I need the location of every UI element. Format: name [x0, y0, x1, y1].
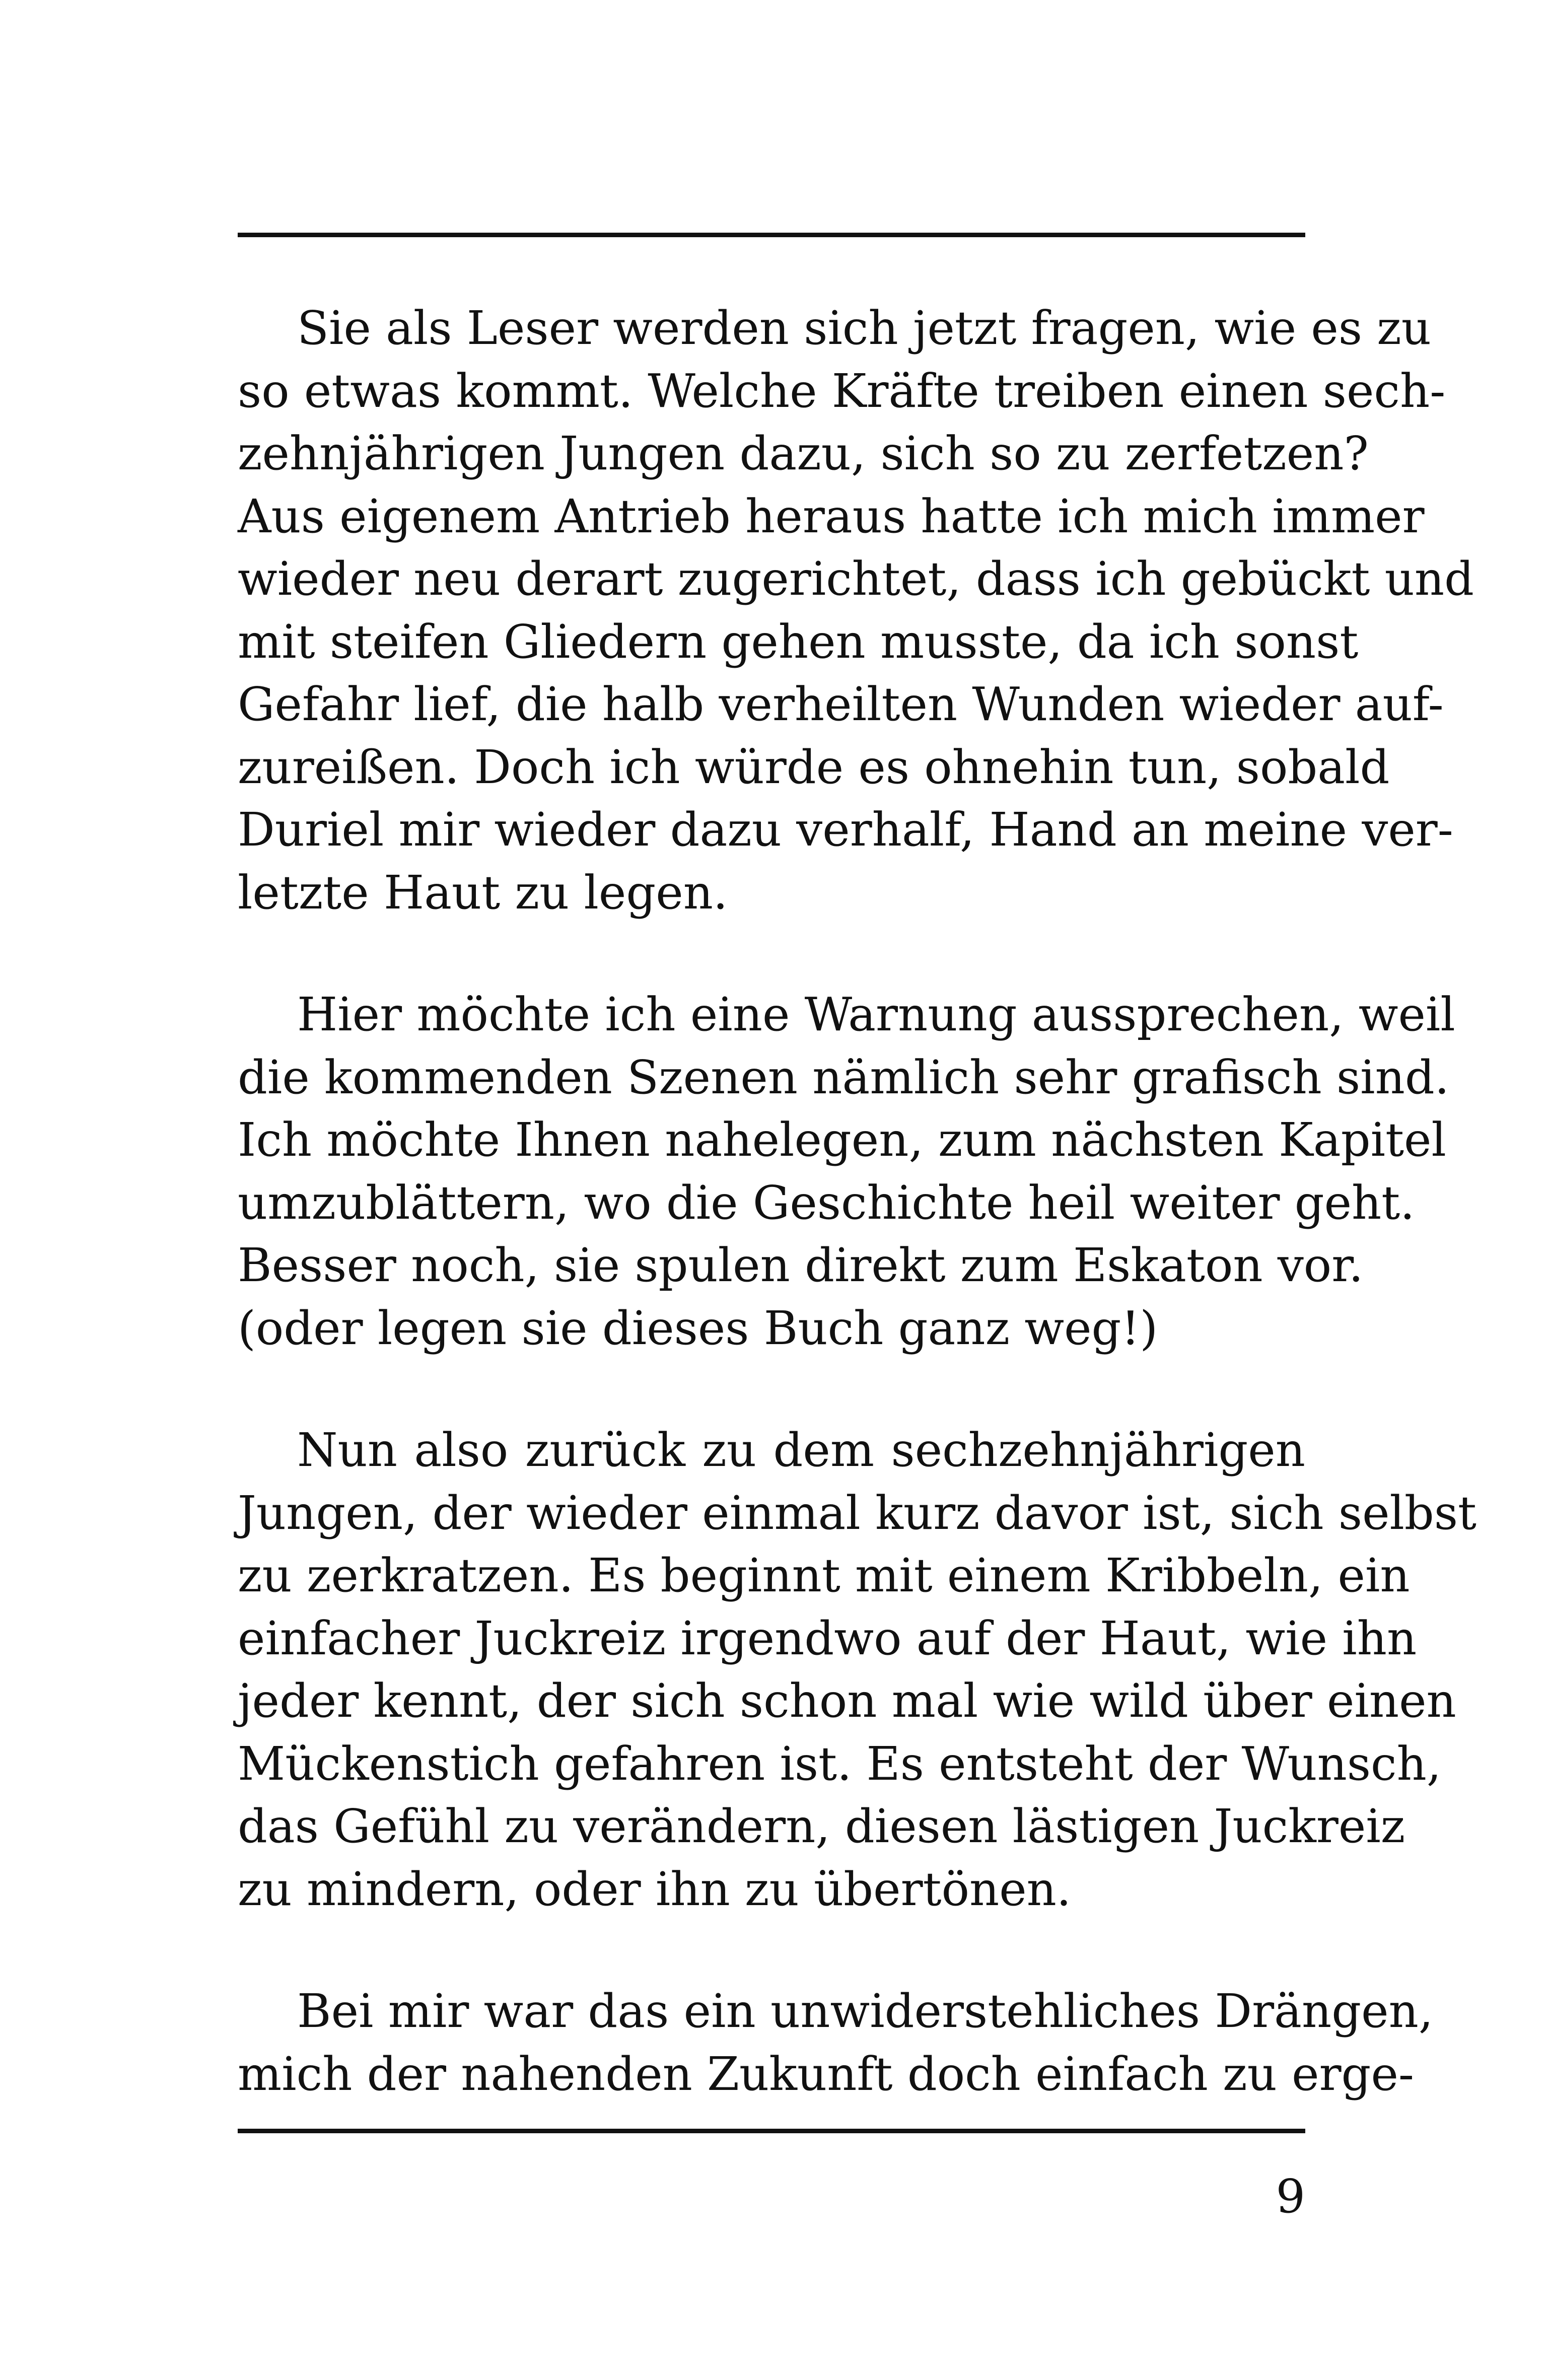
paragraph — [238, 1419, 1477, 1921]
text-line: so etwas kommt. Welche Kräfte treiben einen sech- — [238, 364, 1446, 418]
page-number: 9 — [1276, 2169, 1305, 2223]
text-line: mich der nahenden Zukunft doch einfach zu erge- — [238, 2047, 1414, 2101]
text-line: Jungen, der wieder einmal kurz davor ist, sich selbst — [238, 1486, 1477, 1540]
text-line: Duriel mir wieder dazu verhalf, Hand an meine ver- — [238, 803, 1453, 857]
text-line: zu mindern, oder ihn zu übertönen. — [238, 1862, 1072, 1916]
text-line: (oder legen sie dieses Buch ganz weg!) — [238, 1301, 1158, 1355]
paragraph — [238, 1980, 1434, 2106]
text-line: letzte Haut zu legen. — [238, 865, 728, 920]
text-line: jeder kennt, der sich schon mal wie wild über einen — [238, 1674, 1456, 1728]
text-line: das Gefühl zu verändern, diesen lästigen Juckreiz — [238, 1799, 1405, 1853]
header-rule — [238, 233, 1305, 237]
text-line: mit steifen Gliedern gehen musste, da ich sonst — [238, 614, 1359, 669]
body-text — [238, 297, 1477, 2165]
text-line: Gefahr lief, die halb verheilten Wunden wieder auf- — [238, 677, 1444, 731]
text-line: Bei mir war das ein unwiderstehliches Drängen, — [297, 1984, 1434, 2038]
footer-rule — [238, 2129, 1305, 2133]
text-line: Mückenstich gefahren ist. Es entsteht der Wunsch, — [238, 1736, 1442, 1791]
text-line: Ich möchte Ihnen nahelegen, zum nächsten Kapitel — [238, 1113, 1446, 1167]
paragraph — [238, 984, 1455, 1360]
text-line: einfacher Juckreiz irgendwo auf der Haut, wie ihn — [238, 1611, 1417, 1665]
text-line: Nun also zurück zu dem sechzehnjährigen — [297, 1423, 1305, 1477]
text-line: Aus eigenem Antrieb heraus hatte ich mich immer — [238, 489, 1425, 543]
paragraph — [238, 297, 1474, 924]
text-line: zehnjährigen Jungen dazu, sich so zu zerfetzen? — [238, 427, 1369, 480]
text-line: die kommenden Szenen nämlich sehr grafisch sind. — [238, 1050, 1449, 1104]
text-line: Hier möchte ich eine Warnung aussprechen, weil — [297, 988, 1455, 1041]
text-line: Besser noch, sie spulen direkt zum Eskaton vor. — [238, 1238, 1364, 1292]
text-line: umzublättern, wo die Geschichte heil weiter geht. — [238, 1175, 1415, 1230]
text-line: Sie als Leser werden sich jetzt fragen, wie es zu — [297, 301, 1432, 355]
text-line: zureißen. Doch ich würde es ohnehin tun, sobald — [238, 740, 1390, 794]
text-line: wieder neu derart zugerichtet, dass ich gebückt und — [238, 552, 1474, 606]
text-line: zu zerkratzen. Es beginnt mit einem Kribbeln, ein — [238, 1549, 1410, 1602]
